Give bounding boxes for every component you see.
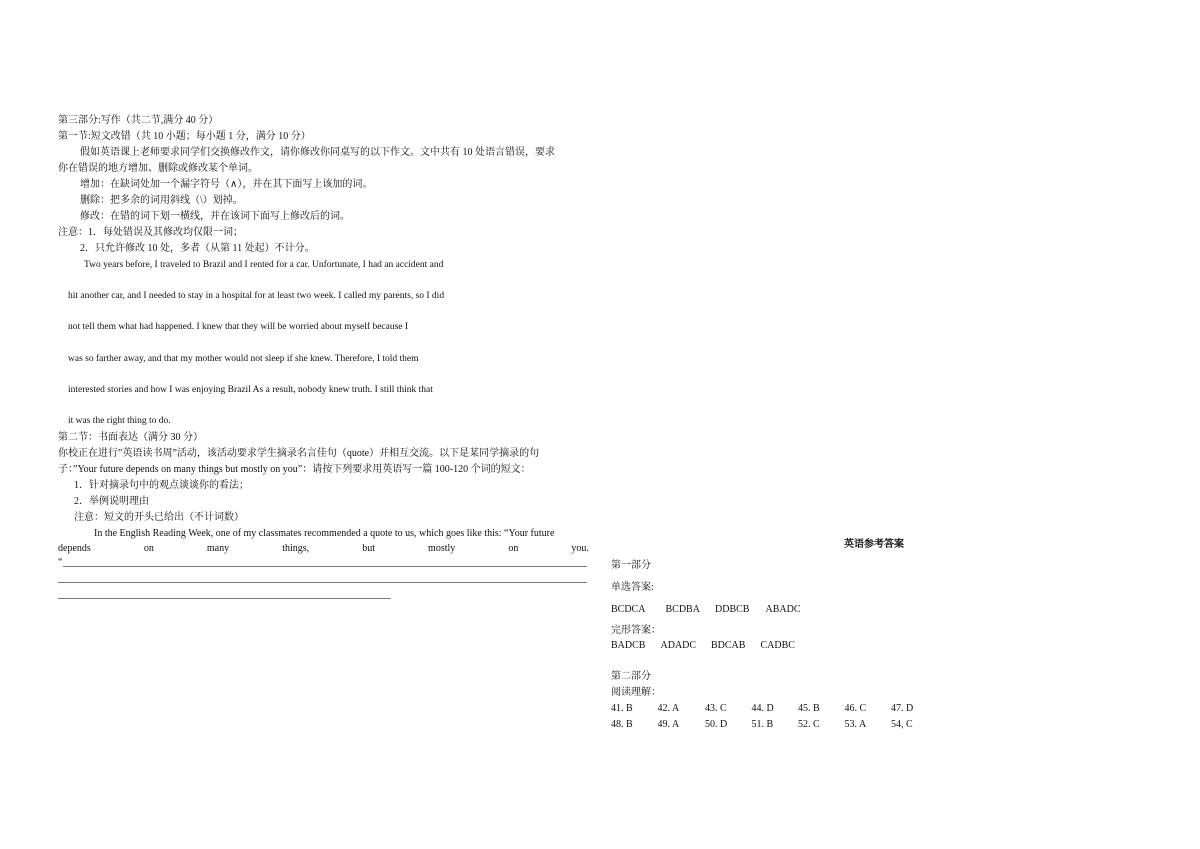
answer-line <box>58 598 391 599</box>
instructions-line-2: 你在错误的地方增加、删除或修改某个单词。 <box>58 163 258 174</box>
rule-delete: 删除：把多余的词用斜线（\）划掉。 <box>80 195 243 206</box>
reading-answer: 45. B <box>798 703 820 714</box>
reading-answer: 42. A <box>657 703 680 714</box>
essay-line: interested stories and how I was enjoying Brazil As a result, nobody knew truth. I still think that <box>68 385 433 395</box>
start-word: many <box>206 543 230 554</box>
essay-line: not tell them what had happened. I knew that they will be worried about myself because I <box>68 322 409 332</box>
start-word: things, <box>282 543 310 554</box>
reading-answer: 54, C <box>891 719 913 730</box>
rule-modify: 修改：在错的词下划一横线，并在该词下面写上修改后的词。 <box>80 211 350 222</box>
reading-answer: 49. A <box>657 719 680 730</box>
answer-group: BDCAB <box>711 640 746 651</box>
answer-key-title: 英语参考答案 <box>844 539 904 550</box>
requirement-note: 注意：短文的开头已给出（不计词数） <box>74 512 244 523</box>
reading-answer: 52. C <box>798 719 820 730</box>
part-three-title: 第三部分:写作（共二节,满分 40 分） <box>58 115 219 126</box>
reading-answer: 43. C <box>705 703 727 714</box>
answer-group: BCDBA <box>665 604 700 615</box>
task-line-2: 子：”Your future depends on many things but mostly on you”：请按下列要求用英语写一篇 100-120 个词的短文： <box>58 464 531 475</box>
start-word: on <box>508 543 519 554</box>
answer-line <box>63 566 587 567</box>
essay-line: hit another car, and I needed to stay in a hospital for at least two week. I called my parents, so I did <box>68 291 445 301</box>
reading-answer: 41. B <box>611 703 633 714</box>
part-two-label: 第二部分 <box>611 671 651 682</box>
task-line-1: 你校正在进行”英语读书周”活动，该活动要求学生摘录名言佳句（quote）并相互交流。以下是某同学摘录的句 <box>58 448 540 459</box>
reading-answer: 44. D <box>751 703 774 714</box>
rule-add: 增加：在缺词处加一个漏字符号（∧），并在其下面写上该加的词。 <box>80 179 373 190</box>
answer-group: BADCB <box>611 640 646 651</box>
start-word: on <box>143 543 154 554</box>
requirement-two: 2．举例说明理由 <box>74 496 149 507</box>
essay-line: was so farther away, and that my mother would not sleep if she knew. Therefore, I told them <box>68 354 419 364</box>
reading-answer: 50. D <box>705 719 728 730</box>
opening-quote-mark: “ <box>58 557 63 568</box>
reading-answer: 48. B <box>611 719 633 730</box>
reading-answers-row-2 <box>611 718 913 731</box>
answer-group: ABADC <box>765 604 801 615</box>
section-two-title: 第二节：书面表达（满分 30 分） <box>58 432 203 443</box>
reading-answer: 46. C <box>844 703 867 714</box>
single-choice-answers <box>611 603 801 616</box>
reading-answer: 53. A <box>844 719 867 730</box>
reading-label: 阅读理解： <box>611 687 661 698</box>
note-two: 2．只允许修改 10 处，多者（从第 11 处起）不计分。 <box>80 243 315 254</box>
single-choice-label: 单选答案: <box>611 582 654 593</box>
note-one: 注意：1．每处错误及其修改均仅限一词； <box>58 227 243 238</box>
essay-line: Two years before, I traveled to Brazil and I rented for a car. Unfortunate, I had an accident and <box>84 260 444 270</box>
answer-group: ADADC <box>660 640 697 651</box>
answer-group: CADBC <box>760 640 795 651</box>
start-word: depends <box>58 543 91 554</box>
start-word: mostly <box>428 543 456 554</box>
cloze-label: 完形答案： <box>611 625 661 636</box>
essay-start-line-2 <box>58 542 589 555</box>
essay-start-line-1: In the English Reading Week, one of my classmates recommended a quote to us, which goes like this: “Your future <box>94 528 555 539</box>
answer-group: DDBCB <box>715 604 750 615</box>
reading-answer: 47. D <box>891 703 914 714</box>
instructions-line-1: 假如英语课上老师要求同学们交换修改作文，请你修改你同桌写的以下作文。文中共有 10 处语言错误，要求 <box>80 147 555 158</box>
start-word: but <box>362 543 375 554</box>
section-one-title: 第一节:短文改错（共 10 小题；每小题 1 分，满分 10 分） <box>58 131 311 142</box>
part-one-label: 第一部分 <box>611 560 651 571</box>
answer-line <box>58 582 587 583</box>
start-word: you. <box>571 543 589 554</box>
cloze-answers <box>611 639 795 652</box>
reading-answer: 51. B <box>751 719 774 730</box>
reading-answers-row-1 <box>611 702 913 715</box>
essay-line: it was the right thing to do. <box>68 416 171 426</box>
answer-group: BCDCA <box>611 604 646 615</box>
requirement-one: 1．针对摘录句中的观点谈谈你的看法； <box>74 480 249 491</box>
